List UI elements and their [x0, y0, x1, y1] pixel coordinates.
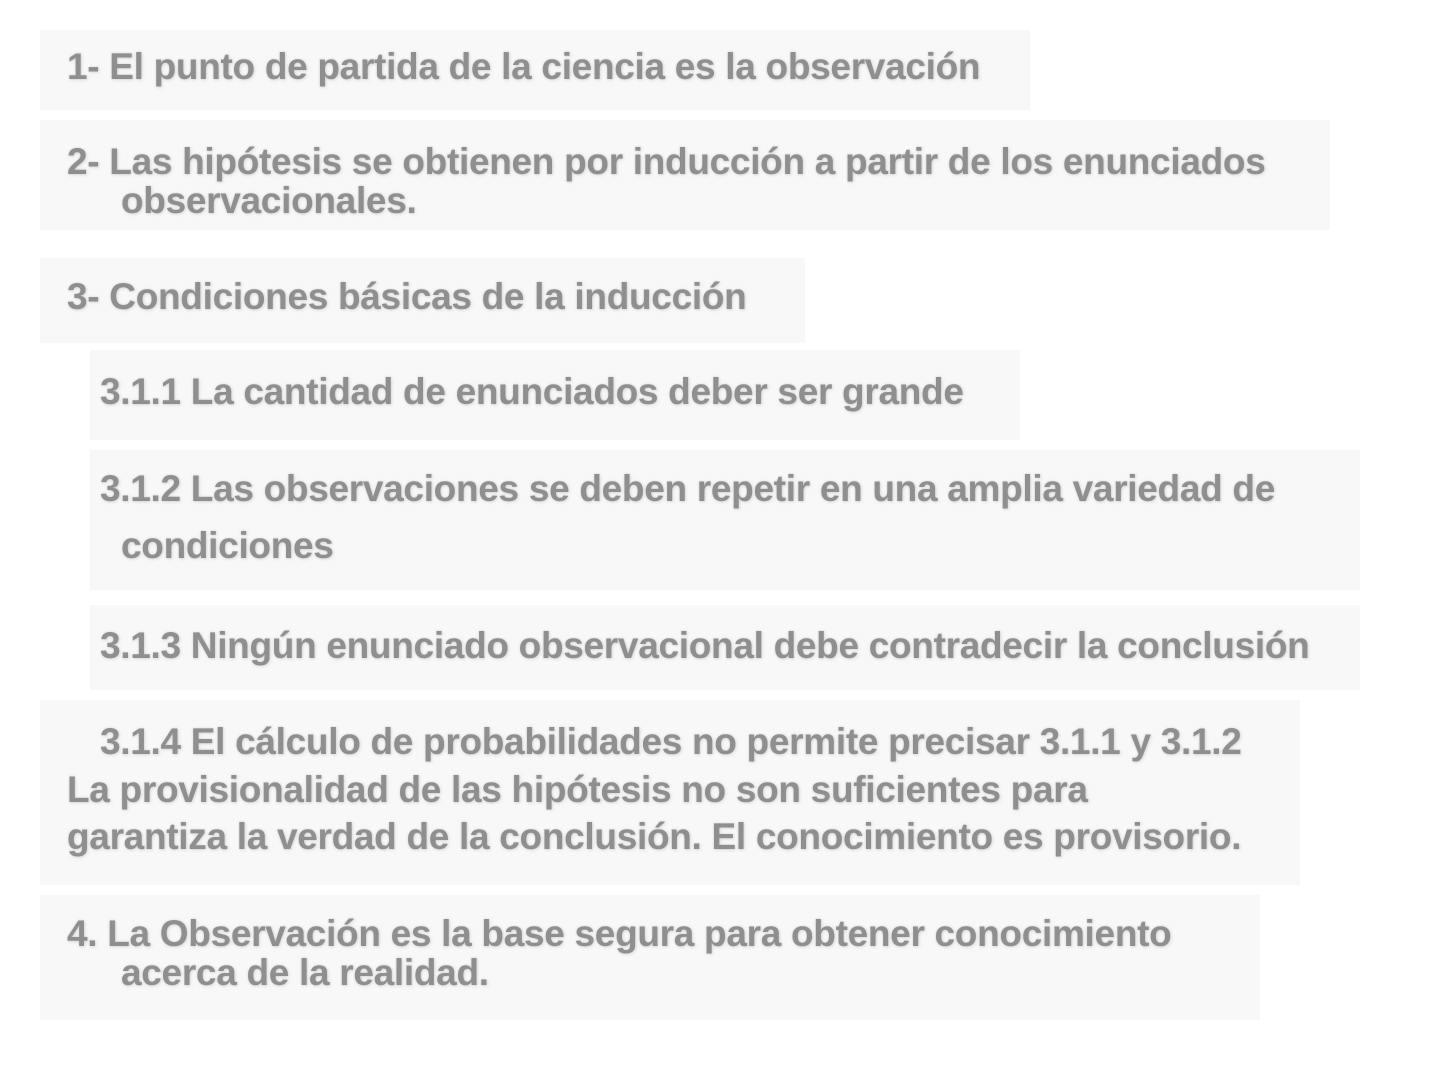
list-item-3-1-2-line-2: condiciones [121, 525, 334, 566]
list-item-3: 3- Condiciones básicas de la inducción [67, 276, 747, 317]
list-item-3-1-1: 3.1.1 La cantidad de enunciados deber ser grande [100, 371, 964, 412]
list-item-2-line-2: observacionales. [121, 180, 417, 221]
paragraph-line-1: La provisionalidad de las hipótesis no son suficientes para [67, 769, 1088, 810]
list-item-3-1-2-line-1: 3.1.2 Las observaciones se deben repetir en una amplia variedad de [100, 468, 1275, 509]
list-item-4-line-1: 4. La Observación es la base segura para obtener conocimiento [67, 913, 1172, 954]
paragraph-line-2: garantiza la verdad de la conclusión. El conocimiento es provisorio. [67, 816, 1242, 857]
list-item-3-1-3: 3.1.3 Ningún enunciado observacional debe contradecir la conclusión [100, 625, 1310, 666]
list-item-4-line-2: acerca de la realidad. [121, 952, 489, 993]
list-item-1: 1- El punto de partida de la ciencia es la observación [67, 46, 981, 87]
list-item-3-1-4: 3.1.4 El cálculo de probabilidades no permite precisar 3.1.1 y 3.1.2 [100, 721, 1242, 762]
list-item-2-line-1: 2- Las hipótesis se obtienen por inducción a partir de los enunciados [67, 141, 1266, 182]
